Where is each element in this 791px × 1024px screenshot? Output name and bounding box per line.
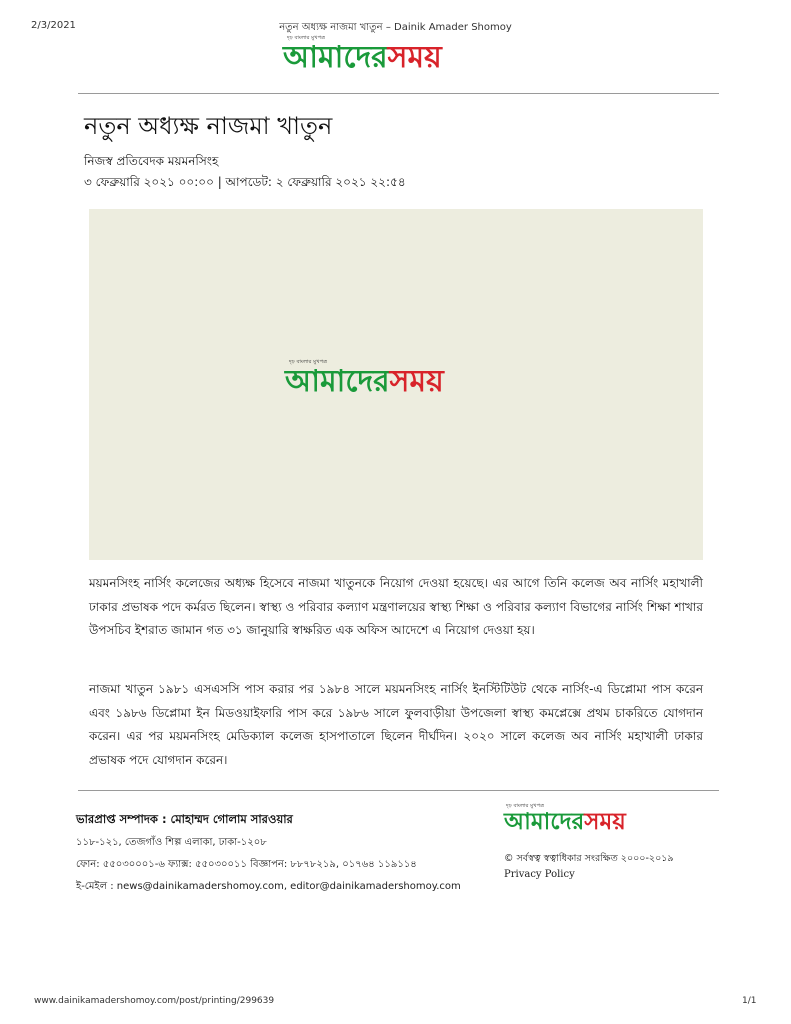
footer-logo-shomoy: সময় <box>584 809 626 835</box>
print-date: 2/3/2021 <box>31 20 76 31</box>
footer-email[interactable]: ই-মেইল : news@dainikamadershomoy.com, editor@dainikamadershomoy.com <box>76 881 461 892</box>
footer-editor: ভারপ্রাপ্ত সম্পাদক : মোহাম্মদ গোলাম সারওয়ার <box>76 812 293 826</box>
article-paragraph-1: ময়মনসিংহ নার্সিং কলেজের অধ্যক্ষ হিসেবে নাজমা খাতুনকে নিয়োগ দেওয়া হয়েছে। এর আগে তিনি কলেজ অব নার্সিং মহাখালী ঢাকার প্রভাষক পদে কর্মরত ছিলেন। স্বাস্থ্য ও পরিবার কল্যাণ মন্ত্রণালয়ের স্বাস্থ্য শিক্ষা ও পরিবার কল্যাণ বিভাগের নার্সিং শিক্ষা শাখার উপসচিব ইশরাত জামান গত ৩১ জানুয়ারি স্বাক্ষরিত এক অফিস আদেশে এ নিয়োগ দেওয়া হয়। <box>89 576 703 637</box>
article-byline: নিজস্ব প্রতিবেদক ময়মনসিংহ <box>84 154 219 168</box>
logo-text-shomoy: সময় <box>387 40 442 75</box>
print-page-number: 1/1 <box>742 996 757 1006</box>
print-page-title: নতুন অধ্যক্ষ নাজমা খাতুন – Dainik Amader Shomoy <box>279 22 512 33</box>
article-headline: নতুন অধ্যক্ষ নাজমা খাতুন <box>84 112 333 140</box>
print-url: www.dainikamadershomoy.com/post/printing/299639 <box>34 996 275 1006</box>
privacy-policy-link[interactable]: Privacy Policy <box>504 869 575 880</box>
placeholder-logo-amader: আমাদের <box>285 364 390 399</box>
placeholder-logo-shomoy: সময় <box>389 364 444 399</box>
footer-phone: ফোন: ৫৫০৩০০০১-৬ ফ্যাক্স: ৫৫০৩০০১১ বিজ্ঞাপন: ৮৮৭৮২১৯, ০১৭৬৪ ১১৯১১৪ <box>76 859 417 870</box>
article-image-placeholder <box>89 209 703 560</box>
article-dateline: ৩ ফেব্রুয়ারি ২০২১ ০০:০০ | আপডেট: ২ ফেব্রুয়ারি ২০২১ ২২:৫৪ <box>84 175 406 189</box>
footer-logo[interactable] <box>504 803 684 839</box>
article-paragraph-2: নাজমা খাতুন ১৯৮১ এসএসসি পাস করার পর ১৯৮৪ সালে ময়মনসিংহ নার্সিং ইনস্টিটিউট থেকে নার্সিং-এ ডিপ্লোমা পাস করেন এবং ১৯৮৬ ডিপ্লোমা ইন মিডওয়াইফারি পাস করে ১৯৮৬ সালে ফুলবাড়ীয়া উপজেলা স্বাস্থ্য কমপ্লেক্সে প্রথম চাকরিতে যোগদান করেন। এর পর ময়মনসিংহ মেডিক্যাল কলেজ হাসপাতালে ছিলেন দীর্ঘদিন। ২০২০ সালে কলেজ অব নার্সিং মহাখালী ঢাকার প্রভাষক পদে যোগদান করেন। <box>89 682 703 767</box>
logo-tagline: দৃঢ় বাংলার মুখপত্র <box>287 35 326 41</box>
site-logo[interactable] <box>283 35 513 79</box>
logo-text-amader: আমাদের <box>283 40 388 75</box>
header-divider <box>78 93 719 94</box>
footer-address: ১১৮-১২১, তেজগাঁও শিল্প এলাকা, ঢাকা-১২০৮ <box>76 837 267 848</box>
footer-logo-amader: আমাদের <box>504 809 585 835</box>
footer-divider <box>78 790 719 791</box>
footer-logo-tagline: দৃঢ় বাংলার মুখপত্র <box>506 803 545 809</box>
footer-copyright: © সর্বস্বত্ব স্বত্বাধিকার সংরক্ষিত ২০০০-২০১৯ <box>504 853 674 864</box>
placeholder-logo <box>285 359 515 403</box>
placeholder-logo-tagline: দৃঢ় বাংলার মুখপত্র <box>289 359 328 365</box>
